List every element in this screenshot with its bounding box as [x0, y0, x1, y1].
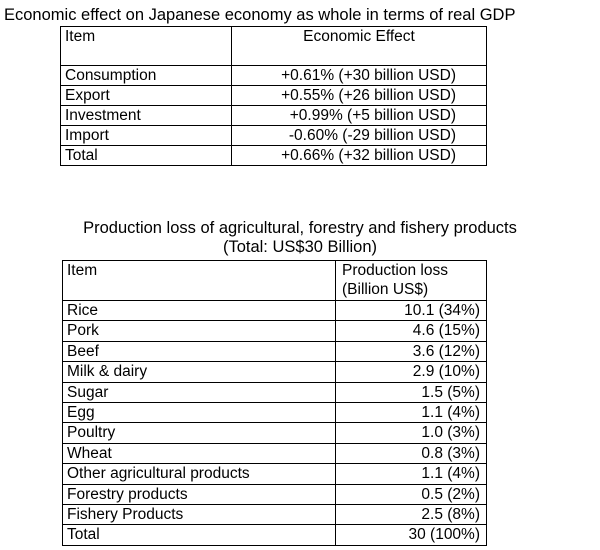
row-loss: 1.5 (5%)	[336, 382, 487, 402]
header-loss-line1: Production loss	[342, 262, 448, 279]
table-row	[63, 321, 487, 341]
row-loss: 0.5 (2%)	[336, 484, 487, 504]
table-header-row	[61, 27, 487, 66]
table-row	[63, 464, 487, 484]
row-item: Rice	[63, 301, 336, 321]
row-effect: +0.55% (+26 billion USD)	[232, 86, 487, 106]
economic-effect-title: Economic effect on Japanese economy as whole in terms of real GDP	[4, 6, 516, 24]
row-item: Milk & dairy	[63, 362, 336, 382]
table-header-row	[63, 261, 487, 301]
row-loss: 3.6 (12%)	[336, 341, 487, 361]
header-economic-effect: Economic Effect	[232, 27, 487, 66]
table-row	[63, 423, 487, 443]
header-item: Item	[61, 27, 232, 66]
row-loss: 30 (100%)	[336, 525, 487, 545]
header-loss-line2: (Billion US$)	[342, 281, 429, 298]
row-effect: +0.61% (+30 billion USD)	[232, 66, 487, 86]
row-loss: 2.9 (10%)	[336, 362, 487, 382]
header-item: Item	[63, 261, 336, 301]
row-item: Import	[61, 126, 232, 146]
row-loss: 1.1 (4%)	[336, 403, 487, 423]
table-row	[63, 403, 487, 423]
table-row	[63, 301, 487, 321]
table-row	[63, 525, 487, 545]
row-item: Forestry products	[63, 484, 336, 504]
row-item: Export	[61, 86, 232, 106]
production-loss-title	[0, 219, 600, 257]
row-effect: +0.66% (+32 billion USD)	[232, 146, 487, 166]
row-item: Total	[61, 146, 232, 166]
row-loss: 1.0 (3%)	[336, 423, 487, 443]
row-loss: 0.8 (3%)	[336, 443, 487, 463]
table-row	[63, 505, 487, 525]
row-loss: 10.1 (34%)	[336, 301, 487, 321]
production-loss-title-line2: (Total: US$30 Billion)	[222, 238, 378, 256]
table-row	[61, 106, 487, 126]
row-item: Egg	[63, 403, 336, 423]
row-item: Fishery Products	[63, 505, 336, 525]
table-row	[63, 484, 487, 504]
row-effect: -0.60% (-29 billion USD)	[232, 126, 487, 146]
table-row	[61, 146, 487, 166]
table-row	[61, 86, 487, 106]
production-loss-table	[62, 260, 487, 546]
row-loss: 2.5 (8%)	[336, 505, 487, 525]
row-item: Wheat	[63, 443, 336, 463]
row-item: Investment	[61, 106, 232, 126]
table-row	[63, 341, 487, 361]
table-row	[63, 443, 487, 463]
header-production-loss	[336, 261, 487, 301]
production-loss-title-line1: Production loss of agricultural, forestry and fishery products	[83, 219, 517, 237]
row-item: Pork	[63, 321, 336, 341]
row-item: Total	[63, 525, 336, 545]
row-item: Poultry	[63, 423, 336, 443]
table-row	[63, 382, 487, 402]
table-row	[61, 126, 487, 146]
table-row	[61, 66, 487, 86]
row-loss: 1.1 (4%)	[336, 464, 487, 484]
row-item: Other agricultural products	[63, 464, 336, 484]
table-row	[63, 362, 487, 382]
row-item: Sugar	[63, 382, 336, 402]
row-loss: 4.6 (15%)	[336, 321, 487, 341]
economic-effect-table	[60, 26, 487, 166]
row-item: Beef	[63, 341, 336, 361]
row-effect: +0.99% (+5 billion USD)	[232, 106, 487, 126]
row-item: Consumption	[61, 66, 232, 86]
